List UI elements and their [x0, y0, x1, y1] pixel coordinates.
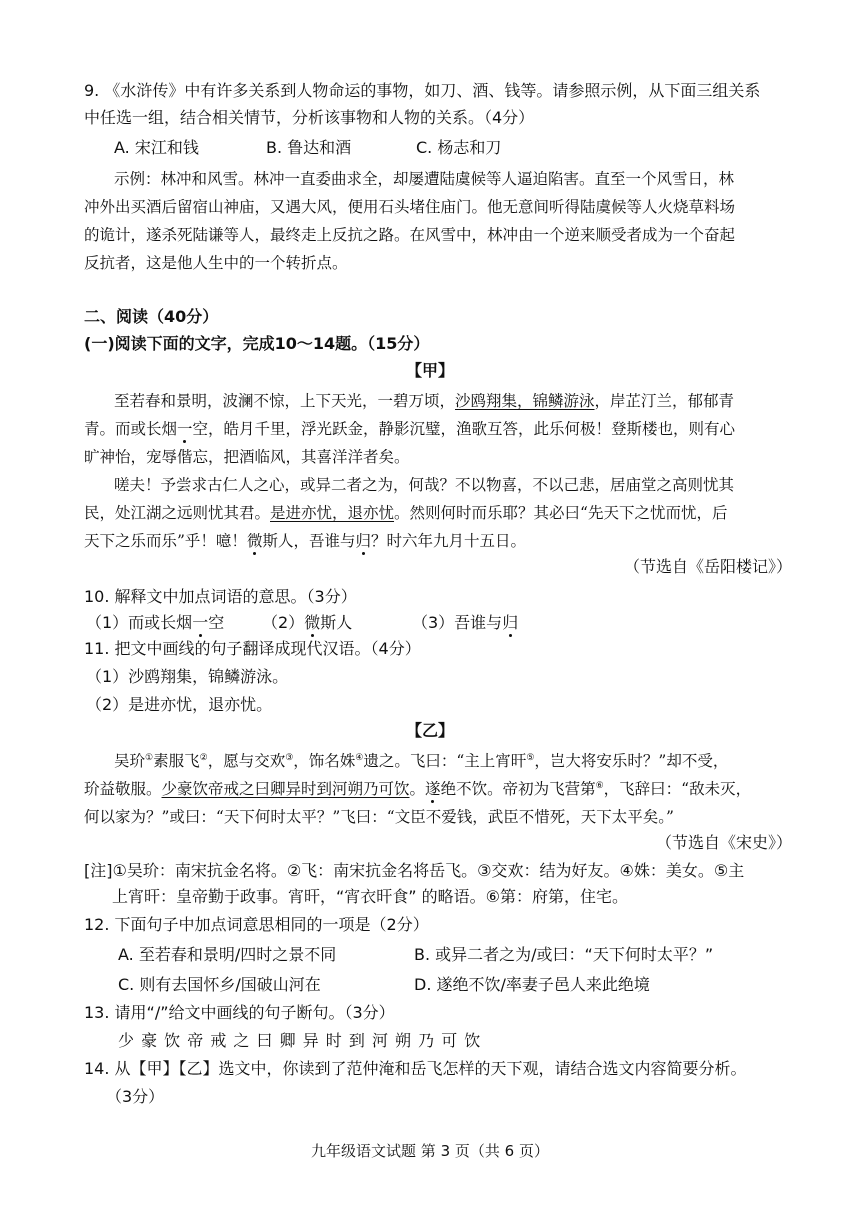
text-span: ？时六年九月十五日。 [370, 532, 526, 550]
jia-p1-line1 [114, 390, 734, 412]
jia-source: （节选自《岳阳楼记》） [623, 557, 792, 576]
dotted-word-yi: 一 [177, 420, 193, 438]
text-span: ，岂大将安乐时？”却不受， [534, 752, 729, 770]
text-span: （1）而或长烟 [86, 613, 193, 632]
dotted-word: 一 [192, 613, 209, 632]
q12-option-c: C. 则有去国怀乡/国破山河在 [118, 975, 321, 994]
text-span: 斯人，吾谁与 [262, 532, 356, 550]
q10-stem: 10. 解释文中加点词语的意思。（3分） [84, 587, 357, 606]
yi-source: （节选自《宋史》） [655, 833, 792, 852]
dotted-word-gui: 归 [355, 532, 371, 550]
q10-item3 [412, 612, 518, 634]
passage-jia-label: 【甲】 [405, 361, 454, 380]
dotted-word-wei: 微 [246, 532, 263, 550]
q10-item1 [86, 612, 224, 634]
text-span: ，饰名姝 [293, 752, 356, 770]
text-span: 玠益敬服。 [84, 780, 162, 798]
q9-example-line4: 反抗者，这是他人生中的一个转折点。 [84, 254, 348, 272]
yi-line3: 何以家为？”或曰：“天下何时太平？”飞曰：“文臣不爱钱，武臣不惜死，天下太平矣。” [84, 808, 674, 826]
q11-item2: （2）是进亦忧，退亦忧。 [86, 695, 273, 714]
dotted-word-sui: 遂 [425, 780, 441, 798]
jia-p1-line3: 旷神怡，宠辱偕忘，把酒临风，其喜洋洋者矣。 [84, 448, 410, 466]
underlined-sentence-1: 沙鸥翔集，锦鳞游泳 [455, 392, 595, 410]
text-span: 素服飞 [153, 752, 200, 770]
yi-line1 [114, 750, 728, 772]
footnote-mark: ④ [355, 752, 364, 763]
q14-stem-line2: （3分） [106, 1087, 165, 1106]
text-span: 绝不饮。帝初为飞营第 [440, 780, 596, 798]
section-title: 二、阅读（40分） [84, 307, 219, 326]
text-span: 斯人 [320, 613, 353, 632]
q10-item2 [262, 612, 352, 634]
text-span: 至若春和景明，波澜不惊，上下天光，一碧万顷， [114, 392, 456, 410]
text-span: ，愿与交欢 [207, 752, 286, 770]
jia-p1-line2 [84, 418, 735, 440]
q11-stem: 11. 把文中画线的句子翻译成现代汉语。（4分） [84, 639, 421, 658]
q14-stem-line1: 14. 从【甲】【乙】选文中，你读到了范仲淹和岳飞怎样的天下观，请结合选文内容简要分析。 [84, 1059, 747, 1078]
text-span: 青。而或长烟 [84, 420, 178, 438]
q9-example-line3: 的诡计，遂杀死陆谦等人，最终走上反抗之路。在风雪中，林冲由一个逆来顺受者成为一个奋起 [84, 226, 736, 244]
q9-stem-line2: 中任选一组，结合相关情节，分析该事物和人物的关系。（4分） [84, 108, 535, 127]
dotted-word: 微 [304, 613, 321, 632]
footnote-mark: ⑥ [595, 780, 604, 791]
text-span: 民，处江湖之远则忧其君。 [84, 504, 271, 522]
text-span: 遗之。飞曰：“主上宵旰 [363, 752, 527, 770]
q9-option-b: B. 鲁达和酒 [266, 138, 352, 157]
text-span: 。然则何时而乐耶？其必曰“先天下之忧而忧，后 [394, 504, 728, 522]
text-span: 。 [409, 780, 426, 798]
note-line2: 上宵旰：皇帝勤于政事。宵旰，“宵衣旰食” 的略语。⑥第：府第，住宅。 [112, 887, 629, 906]
text-span: ，岸芷汀兰，郁郁青 [594, 392, 735, 410]
q11-item1: （1）沙鸥翔集，锦鳞游泳。 [86, 667, 289, 686]
text-span: ，飞辞曰：“敌未灭， [603, 780, 752, 798]
footnote-mark: ⑤ [526, 752, 535, 763]
q12-stem: 12. 下面句子中加点词意思相同的一项是（2分） [84, 915, 429, 934]
q12-option-b: B. 或异二者之为/或曰：“天下何时太平？” [414, 945, 714, 964]
underlined-sentence-3: 少豪饮帝戒之曰卿异时到河朔乃可饮 [161, 780, 410, 798]
note-line1: [注]①吴玠：南宋抗金名将。②飞：南宋抗金名将岳飞。③交欢：结为好友。④姝：美女。⑤主 [84, 861, 745, 880]
text-span: 空，皓月千里，浮光跃金，静影沉璧，渔歌互答，此乐何极！登斯楼也，则有心 [192, 420, 736, 438]
q9-option-a: A. 宋江和钱 [114, 138, 199, 157]
text-span: （2） [262, 613, 305, 632]
q9-example-line1: 示例：林冲和风雪。林冲一直委曲求全，却屡遭陆虞候等人逼迫陷害。直至一个风雪日，林 [114, 170, 735, 188]
q13-sentence: 少 豪 饮 帝 戒 之 曰 卿 异 时 到 河 朔 乃 可 饮 [118, 1031, 482, 1050]
footnote-mark: ① [145, 752, 154, 763]
q9-option-c: C. 杨志和刀 [416, 138, 502, 157]
q13-stem: 13. 请用“/”给文中画线的句子断句。（3分） [84, 1003, 395, 1022]
text-span: 吴玠 [114, 752, 146, 770]
page-footer: 九年级语文试题 第 3 页（共 6 页） [311, 1142, 549, 1160]
jia-p2-line2 [84, 502, 727, 524]
text-span: 天下之乐而乐”乎！噫！ [84, 532, 247, 550]
passage-yi-label: 【乙】 [405, 721, 454, 740]
text-span: 空 [208, 613, 225, 632]
jia-p2-line1: 嗟夫！予尝求古仁人之心，或异二者之为，何哉？不以物喜，不以己悲，居庙堂之高则忧其 [114, 476, 735, 494]
dotted-word: 归 [502, 613, 519, 632]
q9-stem-line1: 9. 《水浒传》中有许多关系到人物命运的事物，如刀、酒、钱等。请参照示例，从下面三组关系 [84, 81, 761, 100]
section-subtitle: (一)阅读下面的文字，完成10～14题。（15分） [84, 334, 430, 353]
q9-example-line2: 冲外出买酒后留宿山神庙，又遇大风，便用石头堵住庙门。他无意间听得陆虞候等人火烧草料场 [84, 198, 736, 216]
yi-line2 [84, 778, 751, 800]
q12-option-a: A. 至若春和景明/四时之景不同 [118, 945, 337, 964]
underlined-sentence-2: 是进亦忧，退亦忧 [270, 504, 395, 522]
q12-option-d: D. 遂绝不饮/率妻子邑人来此绝境 [414, 975, 650, 994]
footnote-mark: ② [199, 752, 208, 763]
text-span: （3）吾谁与 [412, 613, 503, 632]
footnote-mark: ③ [285, 752, 294, 763]
jia-p2-line3 [84, 530, 526, 552]
